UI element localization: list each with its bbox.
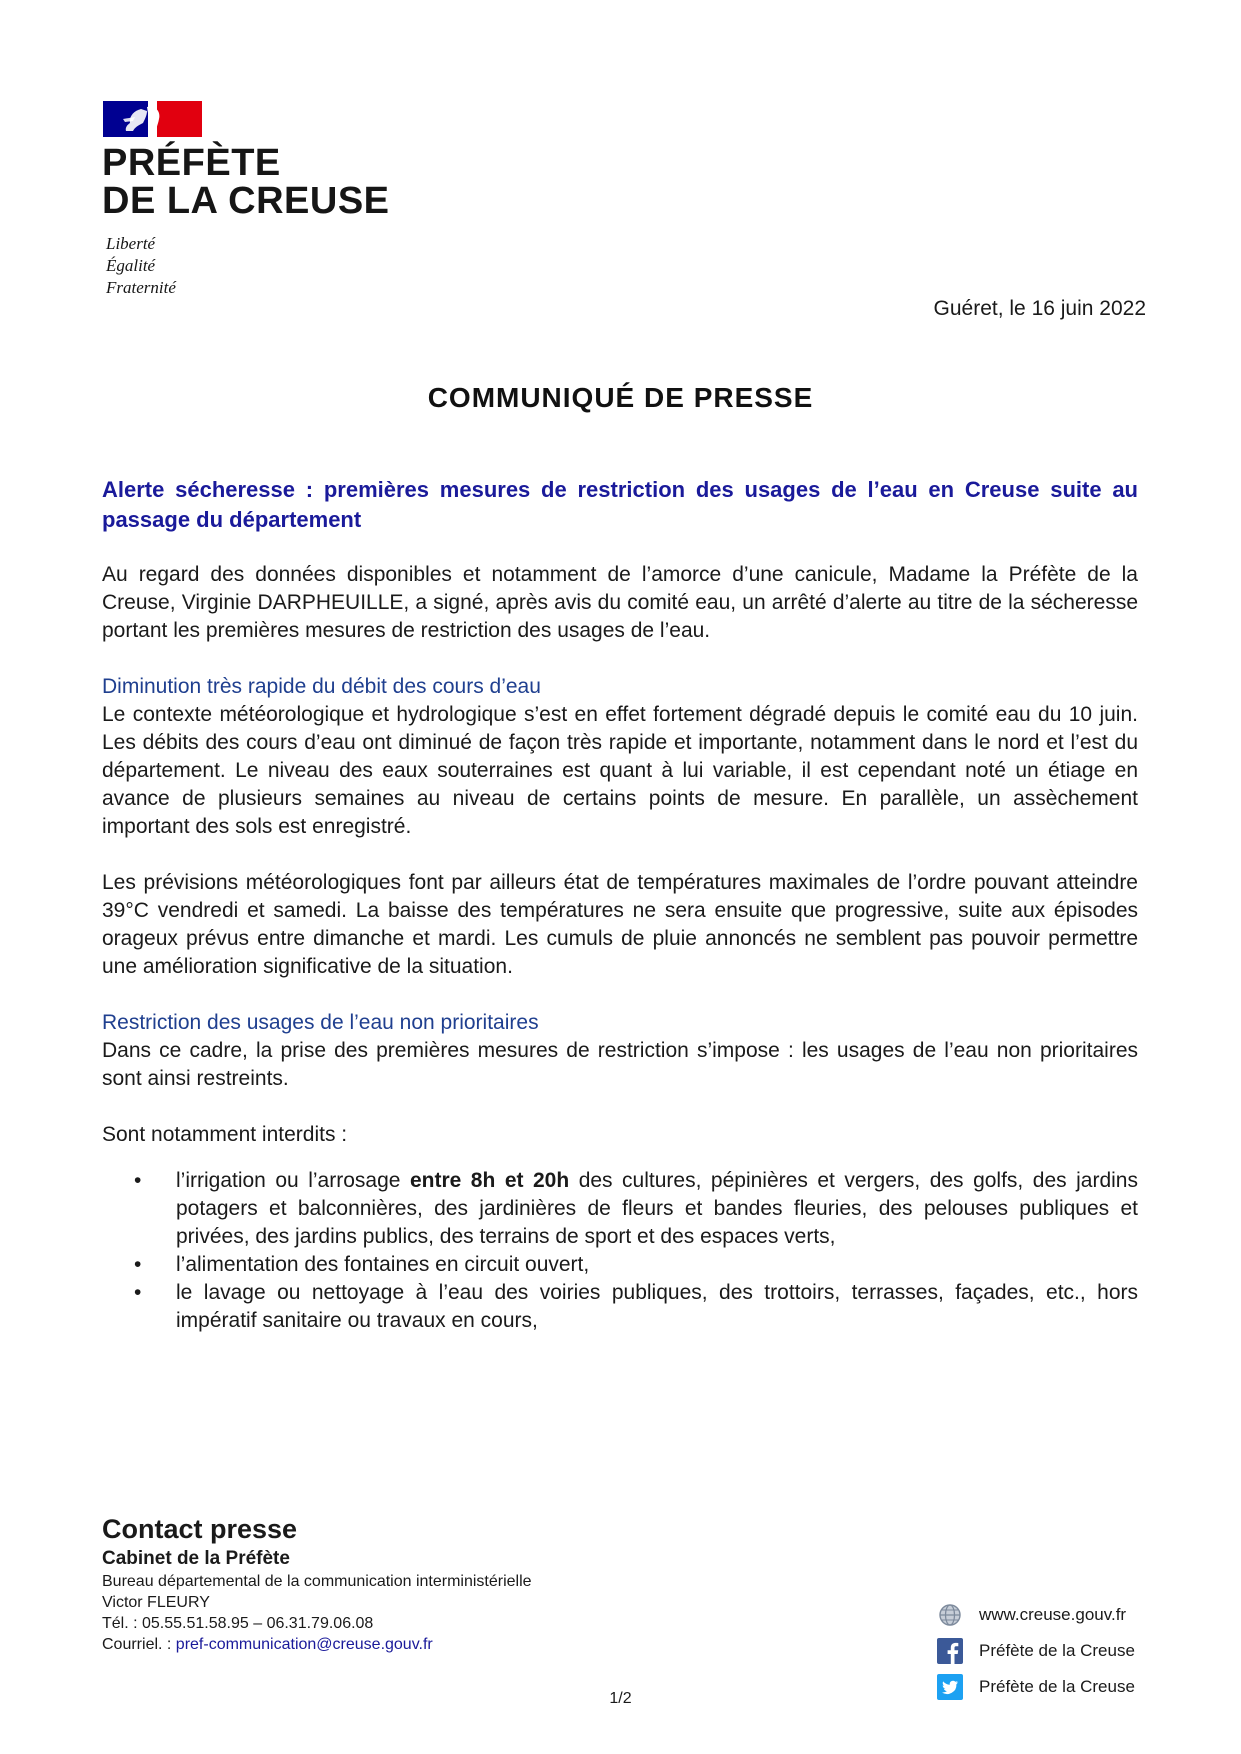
list-item: • l’irrigation ou l’arrosage entre 8h et 20h des cultures, pépinières et vergers, des golfs, des jardins potagers et balconnières, des jardinières de fleurs et bandes fleuries, des pelouses publiques et privées, des jardins publics, des terrains de sport et des espaces verts,	[134, 1169, 1138, 1248]
prefecture-name-line1: PRÉFÈTE	[102, 142, 281, 184]
bullet-icon: •	[134, 1253, 142, 1276]
press-contact	[102, 1513, 532, 1655]
bold-hours: entre 8h et 20h	[409, 1169, 570, 1192]
website-label: www.creuse.gouv.fr	[979, 1605, 1127, 1624]
facebook-icon	[937, 1638, 963, 1664]
section-title-debit: Diminution très rapide du débit des cours d’eau	[102, 675, 541, 698]
document-type-title: COMMUNIQUÉ DE PRESSE	[427, 382, 814, 413]
section-title-restriction: Restriction des usages de l’eau non prioritaires	[102, 1011, 539, 1034]
prohibited-uses-list	[102, 1167, 1138, 1335]
social-links	[937, 1597, 1135, 1705]
bullet-icon: •	[134, 1169, 142, 1192]
bullet-icon: •	[134, 1281, 142, 1304]
twitter-label: Préfète de la Creuse	[979, 1677, 1135, 1696]
marianne-icon	[103, 101, 202, 137]
contact-phone: Tél. : 05.55.51.58.95 – 06.31.79.06.08	[102, 1615, 374, 1632]
contact-cabinet: Cabinet de la Préfète	[102, 1548, 290, 1569]
page-number: 1/2	[609, 1690, 632, 1707]
motto-liberte: Liberté	[106, 234, 156, 253]
prefecture-name	[102, 144, 390, 220]
section-restriction-paragraph-2: Sont notamment interdits :	[102, 1123, 348, 1146]
document-date: Guéret, le 16 juin 2022	[933, 297, 1146, 320]
contact-email-link[interactable]: pref-communication@creuse.gouv.fr	[175, 1636, 433, 1653]
article-body	[102, 475, 1138, 1335]
republique-francaise-flag	[103, 101, 202, 137]
facebook-label: Préfète de la Creuse	[979, 1641, 1135, 1660]
contact-person: Victor FLEURY	[102, 1594, 210, 1611]
intro-paragraph: Au regard des données disponibles et notamment de l’amorce d’une canicule, Madame la Préfète de la Creuse, Virginie DARPHEUILLE, a signé, après avis du comité eau, un arrêté d’alerte au titre de la sécheresse portant les premières mesures de restriction des usages de l’eau.	[102, 563, 1138, 642]
contact-bureau: Bureau départemental de la communication interministérielle	[102, 1573, 532, 1590]
contact-title: Contact presse	[102, 1514, 298, 1544]
section-restriction-paragraph-1: Dans ce cadre, la prise des premières mesures de restriction s’impose : les usages de l’eau non prioritaires sont ainsi restreints.	[102, 1039, 1138, 1090]
prefecture-name-line2: DE LA CREUSE	[102, 180, 390, 222]
contact-email-row: Courriel. : pref-communication@creuse.gouv.fr	[102, 1636, 433, 1653]
globe-icon	[937, 1602, 963, 1628]
section-debit-paragraph-2: Les prévisions météorologiques font par ailleurs état de températures maximales de l’ordre pouvant atteindre 39°C vendredi et samedi. La baisse des températures ne sera ensuite que progressive, suite aux épisodes orageux prévus entre dimanche et mardi. Les cumuls de pluie annoncés ne semblent pas pouvoir permettre une amélioration significative de la situation.	[102, 871, 1138, 978]
list-item: • le lavage ou nettoyage à l’eau des voiries publiques, des trottoirs, terrasses, façades, etc., hors impératif sanitaire ou travaux en cours,	[134, 1281, 1138, 1332]
list-item: • l’alimentation des fontaines en circuit ouvert,	[102, 1251, 1138, 1279]
republic-motto	[106, 233, 176, 299]
facebook-link[interactable]	[937, 1633, 1135, 1669]
section-debit-paragraph-1: Le contexte météorologique et hydrologique s’est en effet fortement dégradé depuis le comité eau du 10 juin. Les débits des cours d’eau ont diminué de façon très rapide et importante, notamment dans le nord et l’est du département. Le niveau des eaux souterraines est quant à lui variable, il est cependant noté un étiage en avance de plusieurs semaines au niveau de certains points de mesure. En parallèle, un assèchement important des sols est enregistré.	[102, 703, 1138, 838]
article-headline: Alerte sécheresse : premières mesures de restriction des usages de l’eau en Creuse suite au passage du département	[102, 477, 1138, 532]
motto-fraternite: Fraternité	[106, 278, 176, 297]
motto-egalite: Égalité	[106, 256, 156, 275]
website-link[interactable]	[937, 1597, 1135, 1633]
